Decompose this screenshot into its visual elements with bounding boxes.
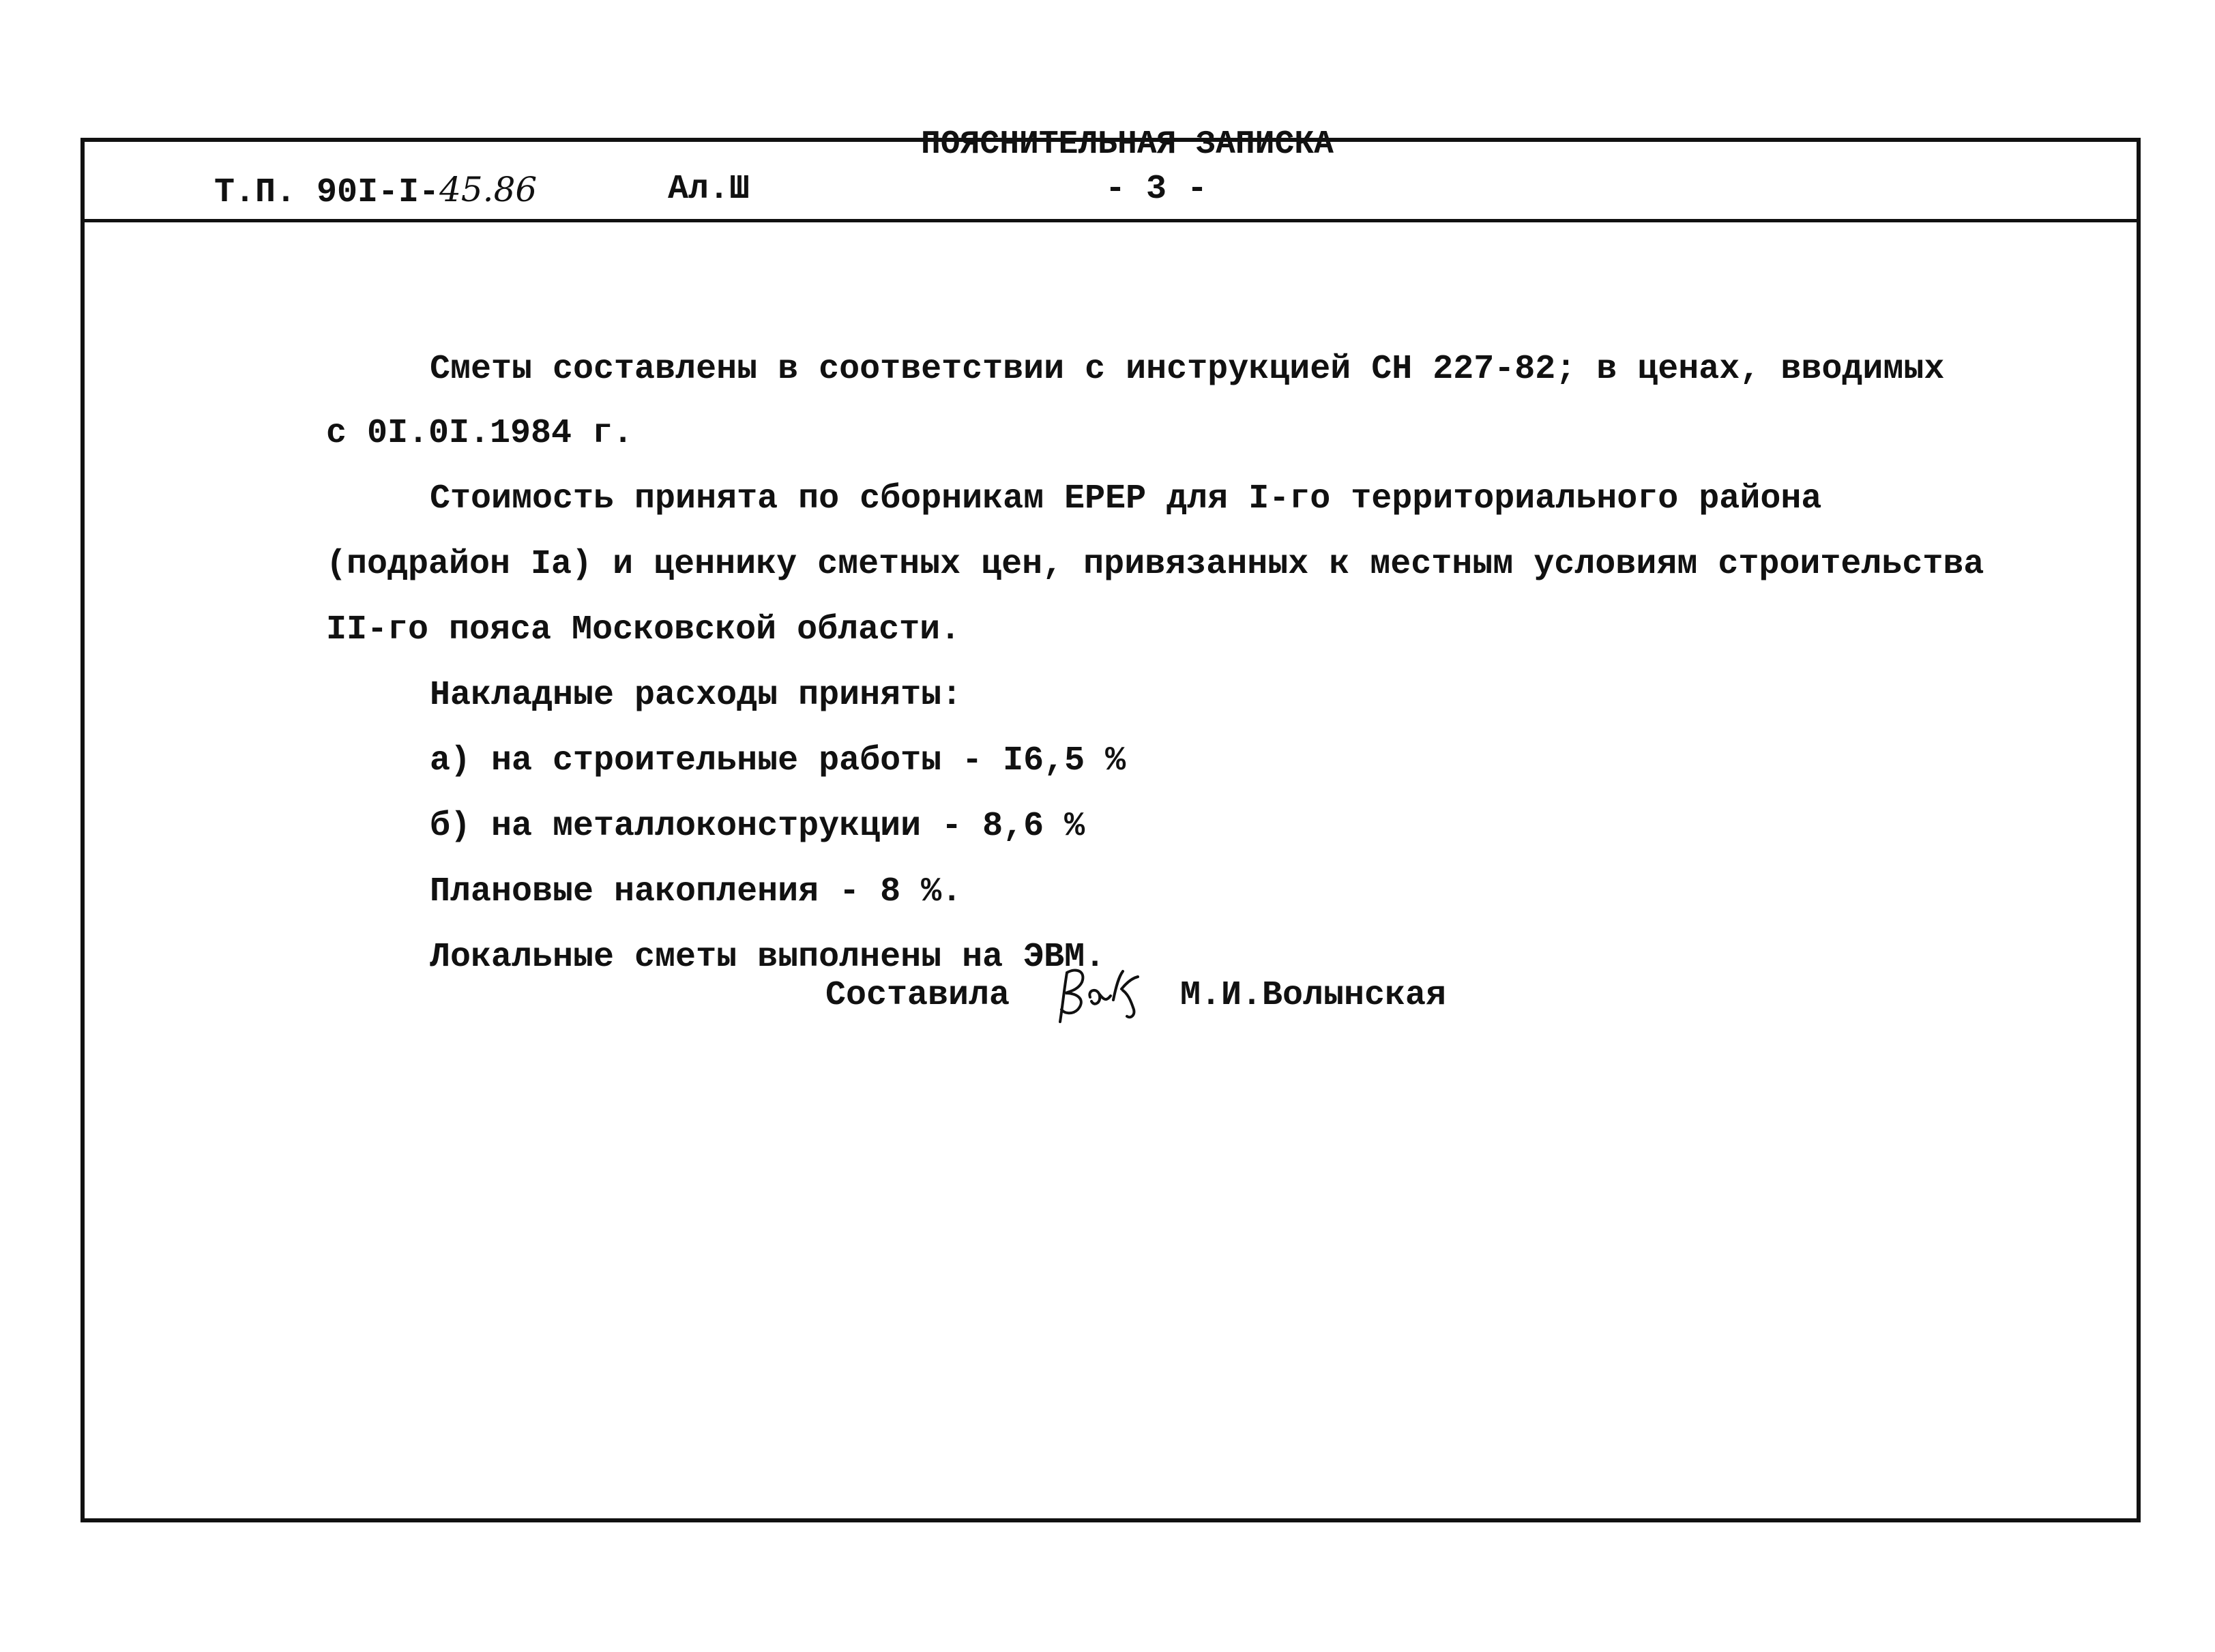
text-line: Стоимость принята по сборникам ЕРЕР для I-го территориального района [430,480,1822,518]
document-code [214,169,537,213]
sheet-frame [80,138,2141,1522]
document-code-prefix: Т.П. 90I-I- [214,173,440,212]
list-item: б) на металлоконструкции - 8,6 % [430,807,1085,846]
text-line: Сметы составлены в соответствии с инструкцией СН 227-82; в ценах, вводимых [430,350,1945,389]
document-code-handwritten: 45.86 [439,170,538,209]
document-title: ПОЯСНИТЕЛЬНАЯ ЗАПИСКА [921,126,1334,163]
text-line: II-го пояса Московской области. [326,610,961,649]
text-line: с 0I.0I.1984 г. [326,414,634,453]
text-line: (подрайон Iа) и ценнику сметных цен, привязанных к местным условиям строительства [326,545,1984,584]
page-number: - 3 - [1105,170,1208,209]
list-item: а) на строительные работы - I6,5 % [430,741,1126,780]
signature-label: Составила [825,976,1010,1015]
handwritten-signature [1051,962,1153,1030]
sheet-designation: Ал.Ш [668,170,750,209]
text-line: Плановые накопления - 8 %. [430,872,963,911]
text-line: Накладные расходы приняты: [430,676,963,715]
signatory-name: М.И.Волынская [1180,976,1447,1015]
text-line: Локальные сметы выполнены на ЭВМ. [430,938,1106,977]
